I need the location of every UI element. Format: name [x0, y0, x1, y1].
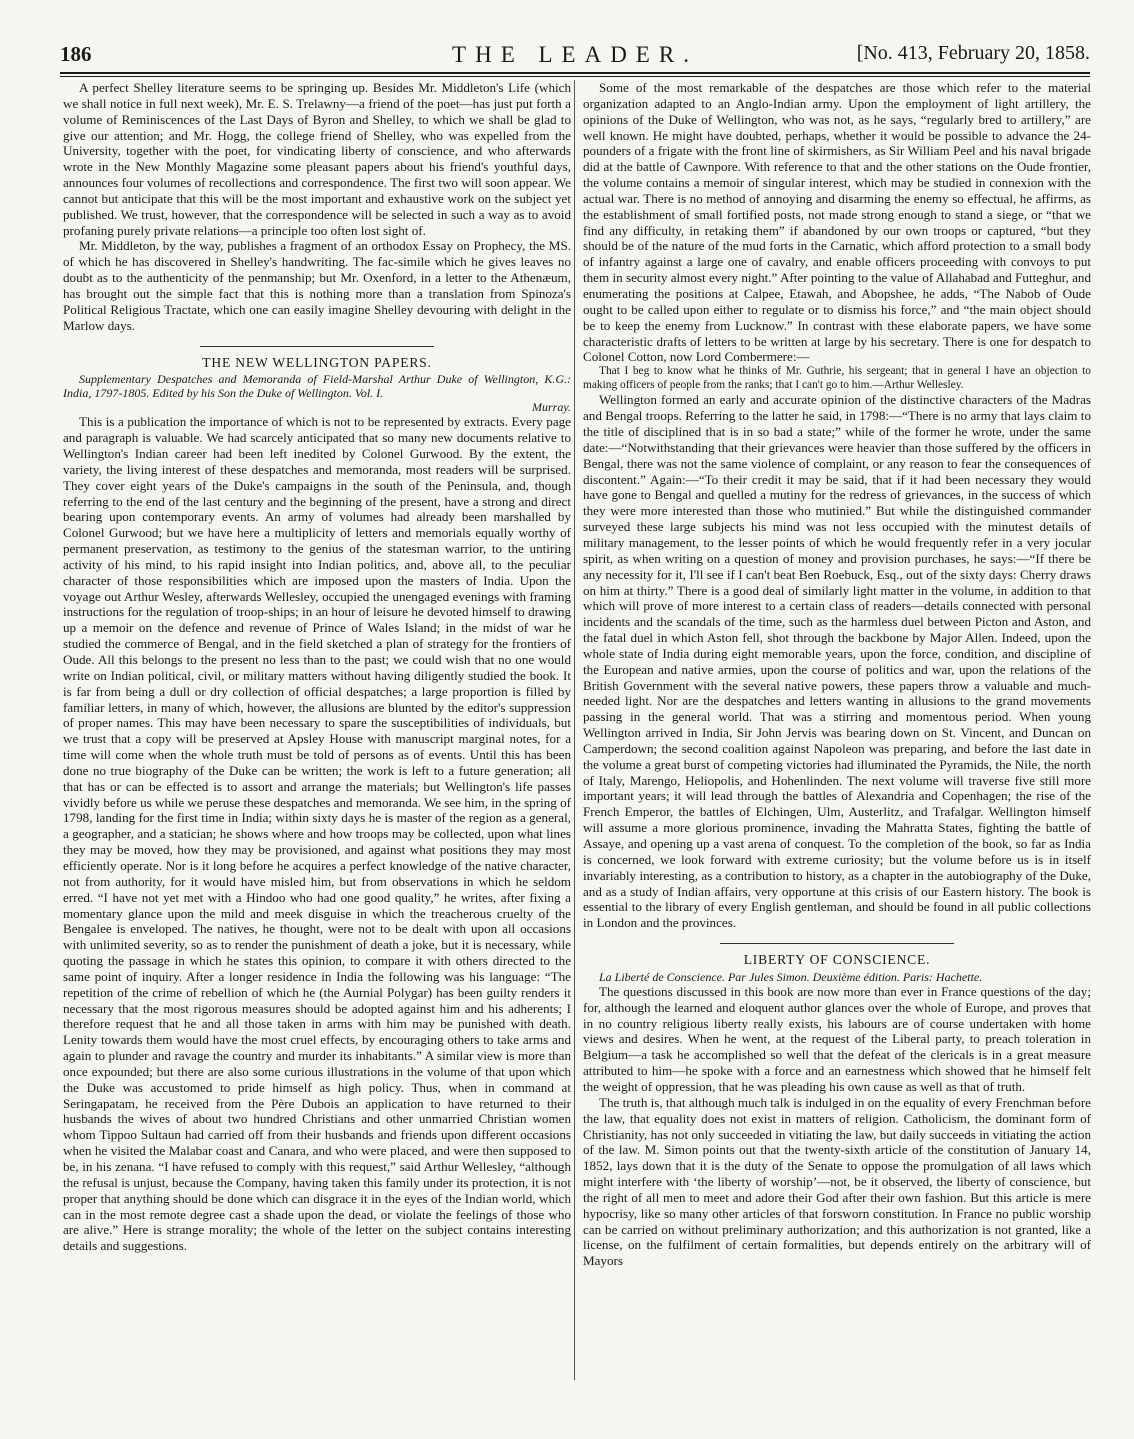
liberty-book-citation: La Liberté de Conscience. Par Jules Simon. Deuxième édition. Paris: Hachette.	[599, 969, 983, 984]
wellington-review-body: This is a publication the importance of which is not to be represented by extracts. Every page and paragraph is valuable. We had scarcely anticipated that so many new documents relative to Wellington's Indian career had been left inedited by Colonel Gurwood. By the extent, the variety, the living interest of these despatches and memoranda, most readers will be surprised. They cover eight years of the Duke's campaigns in the south of the Peninsula, and, though referring to the end of the last century and the beginning of the present, have a strong and direct bearing upon contemporary events. An army of volumes had already been marshalled by Colonel Gurwood; but we have here a multiplicity of letters and memorials equally worthy of permanent preservation, as testimony to the genius of the statesman warrior, to the untiring activity of his mind, to his rapid insight into Indian politics, and, above all, to the peculiar character of those responsibilities which are imposed upon the masters of India. Upon the voyage out Arthur Wesley, afterwards Wellesley, occupied the unengaged evenings with framing instructions for the regulation of troop-ships; in an hour of leisure he devoted himself to drawing up a memoir on the defence and revenue of Prince of Wales Island; in the midst of war he studied the commerce of Bengal, and in the field sketched a plan of strategy for the frontiers of Oude. All this belongs to the present no less than to the past; we could wish that no one would write on Indian political, civil, or military matters without having diligently studied the book. It is far from being a dull or dry collection of official despatches; a large proportion is filled by familiar letters, in many of which, however, the allusions are blunted by the editor's suppression of proper names. This may have been necessary to spare the susceptibilities of individuals, but we trust that a copy will be preserved at Apsley House with manuscript marginal notes, for a time will come when the whole truth must be told of persons as of events. Until this has been done no true biography of the Duke can be written; the work is left to a future generation; all that has or can be effected is to assort and arrange the materials; but Wellington's life passes vividly before us while we peruse these despatches and memoranda. We see him, in the spring of 1798, landing for the first time in India; within sixty days he is master of the region as a general, a geographer, and a statician; he shows where and how troops may be collected, upon what lines they may be moved, how they may be provisioned, and against what positions they may most efficiently operate. Nor is it long before he acquires a perfect knowledge of the native character, not from authority, for it would have misled him, but from observations in which he seldom erred. “I have not yet met with a Hindoo who had one good quality,” he writes, after fixing a momentary glance upon the mild and meek disguise in which the treacherous cruelty of the Bengalee is enveloped. The natives, he thought, were not to be dealt with upon all occasions with unlimited severity, so as to render the punishment of death a joke, but it is necessary, while quoting the passage in which he states this opinion, to compare it with others directed to the same point of inquiry. After a longer residence in India the following was his language: “The repetition of the crime of rebellion of which he (the Aurnial Polygar) has been guilty renders it necessary that the most rigorous measures should be adopted against him and his adherents; I therefore request that he and all those taken in arms with him may be punished with death. Lenity towards them would have the most cruel effects, by encouraging others to take arms and again to plunder and ravage the country and murder its inhabitants.” A similar view is more than once expounded; but there are also some curious illustrations in the volume of that upon which the Duke was accustomed to pride himself as high policy. Thus, when in command at Seringapatam, he received from the Père Dubois an application to have returned to their husbands the wives of about two hundred Christians and other unmarried Christian women whom Tippoo Sultaun had carried off from their husbands and friends upon different occasions when he visited the Malabar coast and Canara, and who were placed, and were then supposed to be, in his zenana. “I have refused to comply with this request,” said Arthur Wellesley, “although the refusal is unjust, because the Company, having taken this family under its protection, it is not proper that anything should be done which can disgrace it in the eyes of the Indian world, which can in the most remote degree cast a shade upon the dead, or violate the feelings of those who are alive.” Here is strange morality; the whole of the letter on the subject contains interesting details and suggestions.	[63, 414, 571, 1254]
troops-paragraph: Wellington formed an early and accurate opinion of the distinctive characters of the Madras and Bengal troops. Referring to the latter he said, in 1798:—“There is no army that lays claim to the title of disciplined that is in so bad a state;” while of the former he wrote, under the same date:—“Notwithstanding that their grievances were heavier than those suffered by the officers in Bengal, there was not the same violence of complaint, or any reason to fear the consequences of discontent.” Again:—“To their credit it may be said, that if it had been necessary they would have gone to Bengal and quelled a mutiny for the redress of grievances, in the success of which they were more interested than those who mutinied.” But while the distinguished commander surveyed these large subjects his mind was not less occupied with the minutest details of military management, to the lesser points of which he would frequently refer in a very jocular spirit, as when writing on a question of money and provision purchases, he says:—“If there be any necessity for it, I'll see if I can't beat Ben Roebuck, Esq., out of the sixty days: Cherry draws on him at thirty.” There is a good deal of similarly light matter in the volume, in addition to that which will prove of more interest to a certain class of readers—details connected with personal incidents and the scandals of the time, such as the harmless duel between Picton and Aston, and the fatal duel in which Aston fell, shot through the backbone by Major Allen. Indeed, upon the whole state of India during eight memorable years, upon the force, condition, and discipline of the European and native armies, upon the course of politics and war, upon the relations of the British Government with the several native powers, these papers throw a valuable and much-needed light. Nor are the despatches and letters wanting in allusions to the grand movements passing in the general world. That was a stirring and momentous period. When young Wellington arrived in India, Sir John Jervis was bearing down on St. Vincent, and Duncan on Camperdown; the second coalition against Napoleon was preparing, and before the last date in the volume a great burst of competing victories had illuminated the Pyramids, the Nile, the north of Italy, Marengo, Heliopolis, and Hohenlinden. The next volume will traverse five still more important years; it will lead through the battles of Alexandria and Copenhagen; the rise of the French Emperor, the battles of Elchingen, Ulm, Austerlitz, and Trafalgar. Wellington himself will assume a more glorious prominence, invading the Mahratta States, fighting the battle of Assaye, and opening up a vast arena of conquest. To the completion of the book, so far as India is concerned, we look forward with extreme curiosity; but the volume before us is in itself invariably interesting, as a contribution to history, as a chapter in the autobiography of the Duke, and as a study of Indian affairs, very opportune at this crisis of our Eastern history. The book is essential to the library of every English gentleman, and should be found in all public collections in London and the provinces.	[583, 392, 1091, 931]
wellington-book-citation: Supplementary Despatches and Memoranda of Field-Marshal Arthur Duke of Wellington, K.G.: India, 1797-1805. Edited by his Son the Duke of Wellington. Vol. I.	[63, 372, 571, 401]
section-divider	[720, 943, 954, 944]
middleton-paragraph: Mr. Middleton, by the way, publishes a fragment of an orthodox Essay on Prophecy, the MS. of which he has discovered in Shelley's handwriting. The fac-simile which he gives leaves no doubt as to the authenticity of the penmanship; but Mr. Oxenford, in a letter to the Athenæum, has brought out the simple fact that this is nothing more than a translation from Spinoza's Political Religious Tractate, which one can easily imagine Shelley devouring with delight in the Marlow days.	[63, 238, 571, 333]
wellington-publisher: Murray.	[532, 400, 571, 415]
despatches-paragraph: Some of the most remarkable of the despatches are those which refer to the material organization adapted to an Anglo-Indian army. Upon the employment of light artillery, the opinions of the Duke of Wellington, who was not, as he says, “regularly bred to artillery,” are well known. He might have doubted, perhaps, whether it would be possible to advance the 24-pounders of a frigate with the front line of skirmishers, as Sir William Peel and his naval brigade did at the battle of Cawnpore. With reference to that and the other stations on the Oude frontier, the volume contains a memoir of singular interest, which may be studied in connexion with the actual war. There is no method of annoying and disarming the enemy so effectual, he affirms, as the establishment of small fortified posts, not made strong enough to stand a siege, or “that we find any difficulty, in retaking them” if abandoned by our own troops or captured, “but they should be of the nature of the mud forts in the Carnatic, which afford protection to a small body of infantry against a large one of cavalry, and enable officers proceeding with convoys to put them in security almost every night.” After pointing to the value of Allahabad and Futteghur, and enumerating the positions at Calpee, Etawah, and Abopshee, he adds, “The Nabob of Oude ought to be called upon either to regulate or to dismiss his force,” and “the main object should be to keep the enemy from Lucknow.” In contrast with these elaborate papers, we have some characteristic drafts of letters to be written at large by his secretary. There is one for despatch to Colonel Cotton, now Lord Combermere:—	[583, 80, 1091, 365]
liberty-paragraph-1: The questions discussed in this book are now more than ever in France questions of the day; for, although the learned and eloquent author glances over the whole of Europe, and proves that in no country religious liberty really exists, his labours are of course undertaken with home views and desires. When he went, at the request of the Liberal party, to preach toleration in Belgium—a task he accomplished so well that the defeat of the clericals is in a great measure attributed to him—he spoke with a force and an earnestness which showed that he himself felt the weight of oppression, that he was pleading his own cause as well as that of truth.	[583, 983, 1091, 1094]
liberty-section-title: LIBERTY OF CONSCIENCE.	[743, 952, 931, 968]
wellesley-quote: That I beg to know what he thinks of Mr. Guthrie, his sergeant; that in general I have an objection to making officers of people from the ranks; that I can't go to him.—Arthur Wellesley.	[583, 365, 1091, 391]
page-number: 186	[60, 42, 92, 66]
header-rule	[60, 76, 1090, 77]
liberty-paragraph-2: The truth is, that although much talk is indulged in on the equality of every Frenchman before the law, that equality does not exist in matters of religion. Catholicism, the dominant form of Christianity, has not only succeeded in vitiating the law, but daily succeeds in vitiating the action of the law. M. Simon points out that the twenty-sixth article of the constitution of January 14, 1852, lays down that it is the duty of the Senate to oppose the promulgation of all laws which might interfere with ‘the liberty of worship’—not, be it observed, the liberty of conscience, but the right of all men to meet and adore their God after their own fashion. But this article is mere hypocrisy, like so many other articles of that forsworn constitution. In France no public worship can be carried on without preliminary authorization; and this authorization is not granted, like a license, on the fulfilment of certain formalities, but depends entirely on the arbitrary will of Mayors	[583, 1094, 1091, 1269]
wellington-section-title: THE NEW WELLINGTON PAPERS.	[202, 354, 432, 370]
column-divider	[574, 80, 575, 1380]
section-divider	[200, 346, 434, 347]
masthead	[60, 42, 1090, 74]
left-column	[63, 80, 571, 1254]
newspaper-title: THE LEADER.	[452, 42, 698, 67]
shelley-paragraph: A perfect Shelley literature seems to be springing up. Besides Mr. Middleton's Life (which we shall notice in full next week), Mr. E. S. Trelawny—a friend of the poet—has just put forth a volume of Reminiscences of the Last Days of Byron and Shelley, to which we shall be glad to give our attention; and Mr. Hogg, the college friend of Shelley, who was expelled from the University, together with the poet, for vindicating liberty of conscience, and who afterwards wrote in the New Monthly Magazine some pleasant papers about his friend's youthful days, announces four volumes of recollections and correspondence. The first two will soon appear. We cannot but anticipate that this will be the most important and exhaustive work on the subject yet published. We trust, however, that the correspondence will be selected in such a way as to avoid profaning purely private relations—a principle too often lost sight of.	[63, 80, 571, 238]
issue-date: [No. 413, February 20, 1858.	[856, 42, 1090, 64]
right-column	[583, 80, 1091, 1269]
